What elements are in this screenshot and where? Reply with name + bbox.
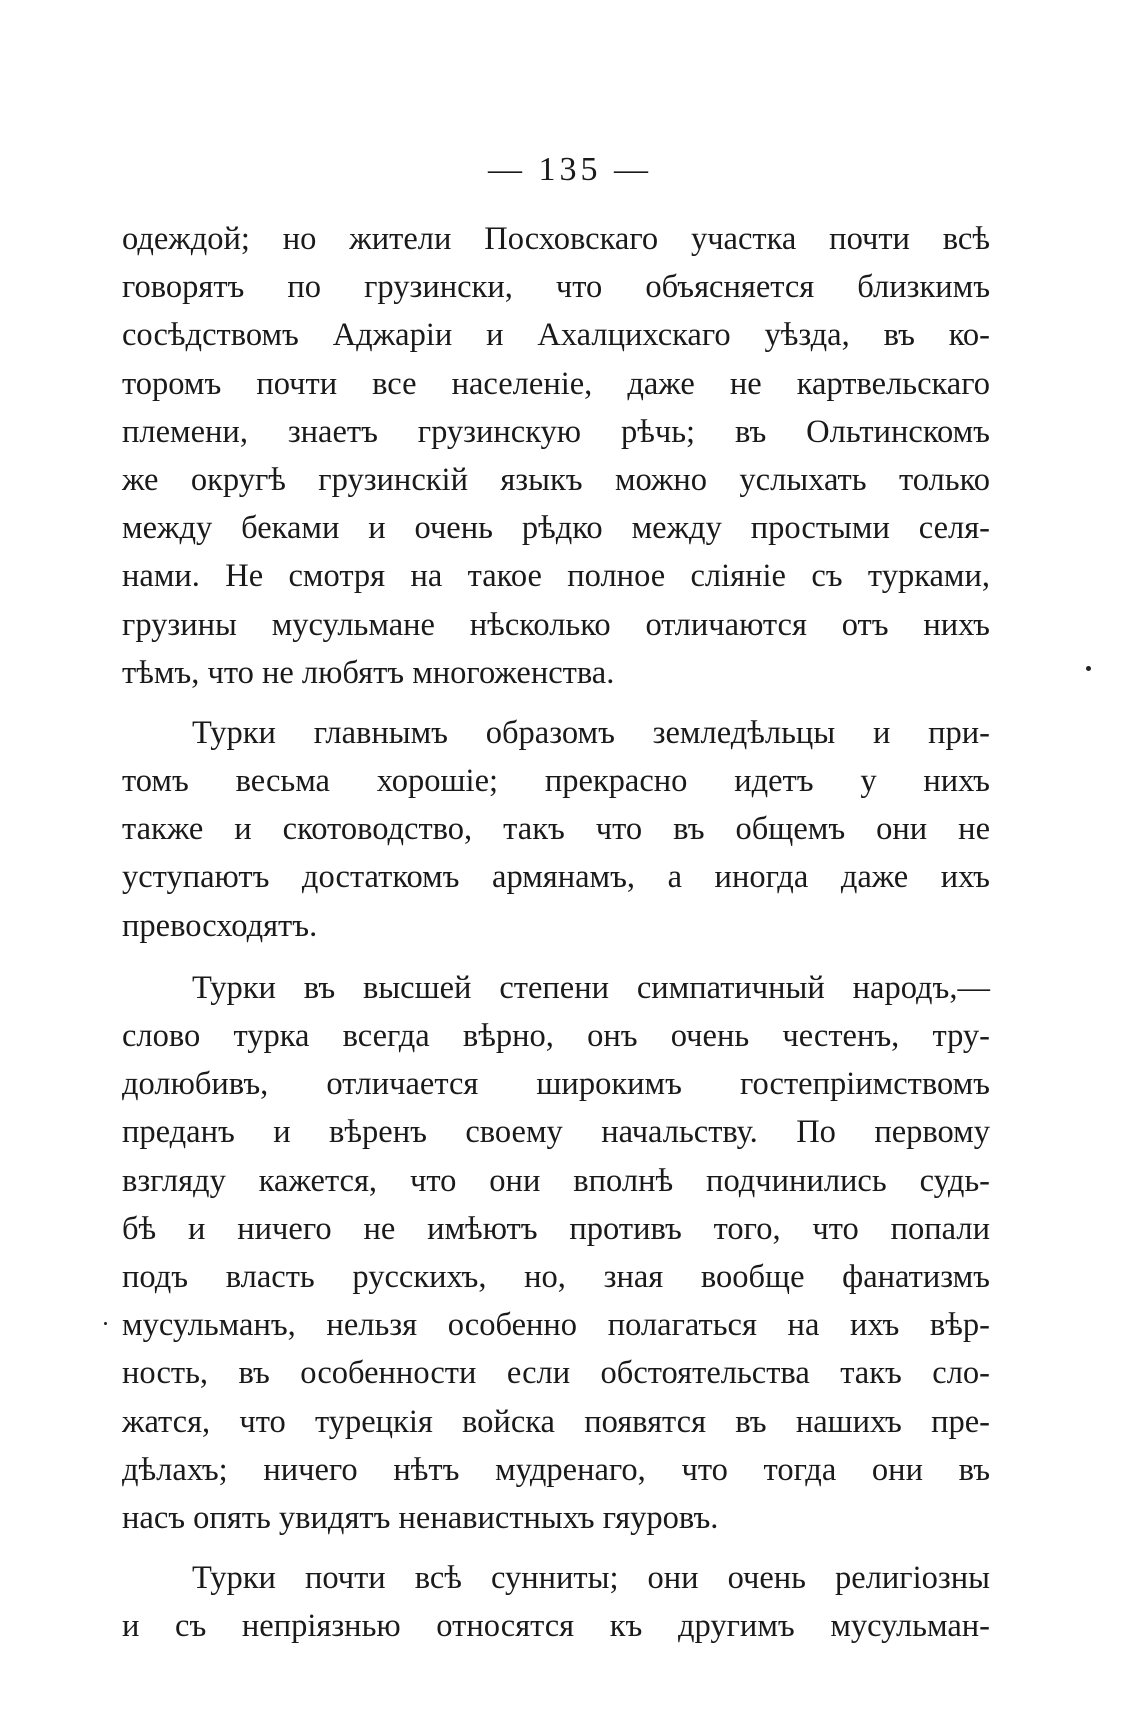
paragraph-2 [122,709,990,950]
paragraph-3 [122,964,990,1542]
text-line: уступаютъ достаткомъ армянамъ, а иногда даже ихъ [122,859,990,896]
page-body [122,215,990,1650]
page-number: — 135 — [488,151,652,188]
text-line: бѣ и ничего не имѣютъ противъ того, что попали [122,1210,990,1247]
scan-speck [104,1322,107,1325]
text-line: и съ непріязнью относятся къ другимъ мусульман- [122,1608,990,1645]
paragraph-4 [122,1554,990,1650]
text-line: племени, знаетъ грузинскую рѣчь; въ Ольтинскомъ [122,413,990,450]
text-line: взгляду кажется, что они вполнѣ подчинились судь- [122,1162,990,1199]
text-line: подъ власть русскихъ, но, зная вообще фанатизмъ [122,1258,990,1295]
text-line: превосходятъ. [122,907,318,944]
text-line: между беками и очень рѣдко между простыми селя- [122,510,990,547]
text-line: тѣмъ, что не любятъ многоженства. [122,654,615,691]
text-line: томъ весьма хорошіе; прекрасно идетъ у нихъ [122,763,990,800]
text-line: ность, въ особенности если обстоятельства такъ сло- [122,1355,990,1392]
text-line: говорятъ по грузински, что объясняется близкимъ [122,269,990,306]
text-line: долюбивъ, отличается широкимъ гостепріимствомъ [122,1066,990,1103]
text-line: торомъ почти все населеніе, даже не картвельскаго [122,365,990,402]
text-line: Турки почти всѣ сунниты; они очень религіозны [192,1560,990,1597]
text-line: мусульманъ, нельзя особенно полагаться на ихъ вѣр- [122,1307,990,1344]
text-line: жатся, что турецкія войска появятся въ нашихъ пре- [122,1403,990,1440]
paragraph-1 [122,215,990,697]
text-line: Турки въ высшей степени симпатичный народъ,— [192,969,990,1006]
text-line: одеждой; но жители Посховскаго участка почти всѣ [122,221,990,257]
text-line: насъ опять увидятъ ненавистныхъ гяуровъ. [122,1499,719,1536]
text-line: преданъ и вѣренъ своему начальству. По первому [122,1114,990,1151]
text-line: дѣлахъ; ничего нѣтъ мудренаго, что тогда они въ [122,1451,990,1488]
text-line: грузины мусульмане нѣсколько отличаются отъ нихъ [122,606,990,643]
scan-speck [1086,666,1091,671]
text-line: нами. Не смотря на такое полное сліяніе съ турками, [122,558,990,595]
text-line: слово турка всегда вѣрно, онъ очень честенъ, тру- [122,1018,990,1054]
text-line: сосѣдствомъ Аджаріи и Ахалцихскаго уѣзда, въ ко- [122,317,990,354]
text-line: также и скотоводство, такъ что въ общемъ они не [122,811,990,848]
text-line: Турки главнымъ образомъ земледѣльцы и при- [192,714,990,751]
text-line: же округѣ грузинскій языкъ можно услыхать только [122,461,990,498]
